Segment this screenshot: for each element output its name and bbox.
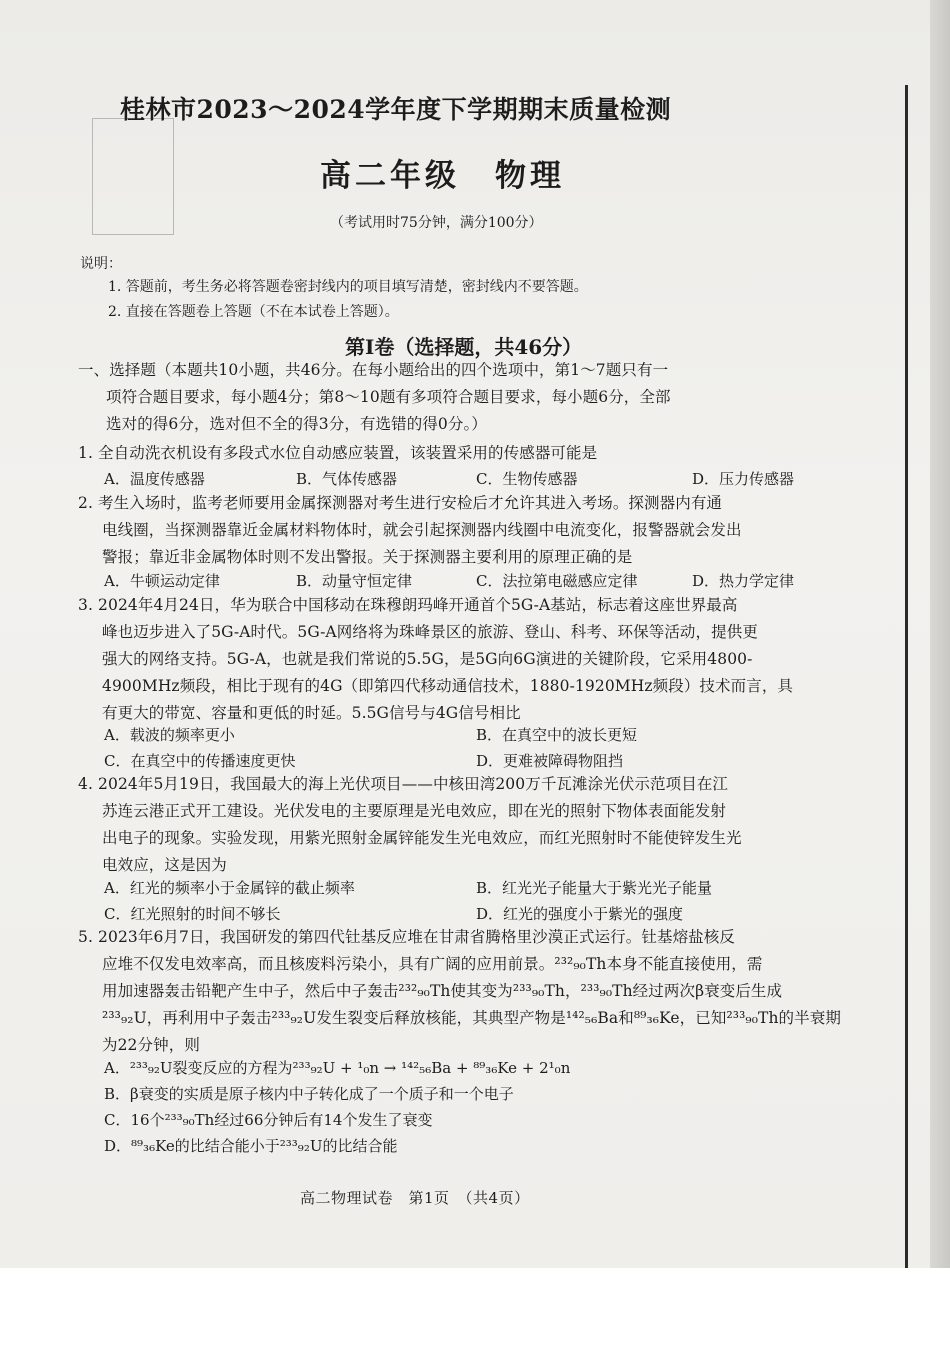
exam-subtitle: 高二年级 物理 (320, 158, 565, 194)
heading-line: 项符合题目要求，每小题4分；第8～10题有多项符合题目要求，每小题6分，全部 (106, 388, 671, 406)
option-3c: C．在真空中的传播速度更快 (104, 752, 296, 770)
binding-line (905, 85, 908, 1268)
exam-note: （考试用时75分钟，满分100分） (330, 215, 543, 231)
option-1b: B．气体传感器 (296, 470, 398, 488)
question-line: 出电子的现象。实验发现，用紫光照射金属锌能发生光电效应，而红光照射时不能使锌发生光 (102, 829, 742, 847)
option-5a: A．²³³₉₂U裂变反应的方程为²³³₉₂U + ¹₀n → ¹⁴²₅₆Ba + ⁸⁹₃₆Ke + 2¹₀n (104, 1059, 571, 1077)
question-1 (78, 440, 846, 467)
option-3b: B．在真空中的波长更短 (476, 726, 638, 744)
option-2a: A．牛顿运动定律 (104, 572, 220, 590)
question-line: 为22分钟，则 (102, 1036, 200, 1054)
instruction-item: 2. 直接在答题卷上答题（不在本试卷上答题）。 (108, 304, 399, 320)
option-1a: A．温度传感器 (104, 470, 205, 488)
instruction-item: 1. 答题前，考生务必将答题卷密封线内的项目填写清楚，密封线内不要答题。 (108, 279, 588, 295)
section-title: 第Ⅰ卷（选择题，共46分） (345, 335, 583, 359)
question-line: 5. 2023年6月7日，我国研发的第四代钍基反应堆在甘肃省腾格里沙漠正式运行。钍基熔盐核反 (78, 928, 735, 946)
question-line: 应堆不仅发电效率高，而且核废料污染小，具有广阔的应用前景。²³²₉₀Th本身不能直接使用，需 (102, 955, 763, 973)
heading-line: 选对的得6分，选对但不全的得3分，有选错的得0分。） (106, 415, 487, 433)
question-line: 3. 2024年4月24日，华为联合中国移动在珠穆朗玛峰开通首个5G-A基站，标志着这座世界最高 (78, 596, 738, 614)
option-4b: B．红光光子能量大于紫光光子能量 (476, 879, 713, 897)
option-2d: D．热力学定律 (692, 572, 795, 590)
question-3 (78, 592, 846, 727)
bleed-through-box (92, 118, 174, 235)
question-line: 4. 2024年5月19日，我国最大的海上光伏项目——中核田湾200万千瓦滩涂光伏示范项目在江 (78, 775, 729, 793)
question-line: 电效应，这是因为 (102, 856, 227, 874)
option-3a: A．载波的频率更小 (104, 726, 235, 744)
option-5d: D．⁸⁹₃₆Ke的比结合能小于²³³₉₂U的比结合能 (104, 1137, 398, 1155)
option-1c: C．生物传感器 (476, 470, 578, 488)
option-4a: A．红光的频率小于金属锌的截止频率 (104, 879, 355, 897)
question-5 (78, 924, 846, 1059)
option-5b: B．β衰变的实质是原子核内中子转化成了一个质子和一个电子 (104, 1085, 514, 1103)
option-5c: C．16个²³³₉₀Th经过66分钟后有14个发生了衰变 (104, 1111, 433, 1129)
option-2c: C．法拉第电磁感应定律 (476, 572, 638, 590)
exam-title: 桂林市2023～2024学年度下学期期末质量检测 (120, 95, 672, 124)
question-line: 峰也迈步进入了5G-A时代。5G-A网络将为珠峰景区的旅游、登山、科考、环保等活动，提供更 (102, 623, 758, 641)
question-line: ²³³₉₂U，再利用中子轰击²³³₉₂U发生裂变后释放核能，其典型产物是¹⁴²₅₆Ba和⁸⁹₃₆Ke，已知²³³₉₀Th的半衰期 (102, 1009, 841, 1027)
question-line: 苏连云港正式开工建设。光伏发电的主要原理是光电效应，即在光的照射下物体表面能发射 (102, 802, 727, 820)
question-line: 警报；靠近非金属物体时则不发出警报。关于探测器主要利用的原理正确的是 (102, 548, 633, 566)
question-line: 有更大的带宽、容量和更低的时延。5.5G信号与4G信号相比 (102, 704, 521, 722)
question-4 (78, 771, 846, 879)
option-3d: D．更难被障碍物阻挡 (476, 752, 624, 770)
question-line: 用加速器轰击铅靶产生中子，然后中子轰击²³²₉₀Th使其变为²³³₉₀Th，²³³₉₀Th经过两次β衰变后生成 (102, 982, 783, 1000)
option-4c: C．红光照射的时间不够长 (104, 905, 281, 923)
page-footer: 高二物理试卷 第1页 （共4页） (300, 1189, 530, 1207)
instructions-label: 说明： (80, 256, 122, 272)
question-line: 电线圈，当探测器靠近金属材料物体时，就会引起探测器内线圈中电流变化，报警器就会发出 (102, 521, 742, 539)
heading-line: 一、选择题（本题共10小题，共46分。在每小题给出的四个选项中，第1～7题只有一 (78, 361, 669, 379)
option-1d: D．压力传感器 (692, 470, 795, 488)
question-2 (78, 490, 846, 571)
question-line: 4900MHz频段，相比于现有的4G（即第四代移动通信技术，1880-1920MHz频段）技术而言，具 (102, 677, 794, 695)
option-2b: B．动量守恒定律 (296, 572, 413, 590)
question-line: 强大的网络支持。5G-A，也就是我们常说的5.5G，是5G向6G演进的关键阶段，它采用4800- (102, 650, 753, 668)
section-heading (78, 357, 858, 438)
option-4d: D．红光的强度小于紫光的强度 (476, 905, 684, 923)
question-line: 1. 全自动洗衣机设有多段式水位自动感应装置，该装置采用的传感器可能是 (78, 444, 598, 462)
page-edge (930, 0, 950, 1268)
question-line: 2. 考生入场时，监考老师要用金属探测器对考生进行安检后才允许其进入考场。探测器内有通 (78, 494, 723, 512)
